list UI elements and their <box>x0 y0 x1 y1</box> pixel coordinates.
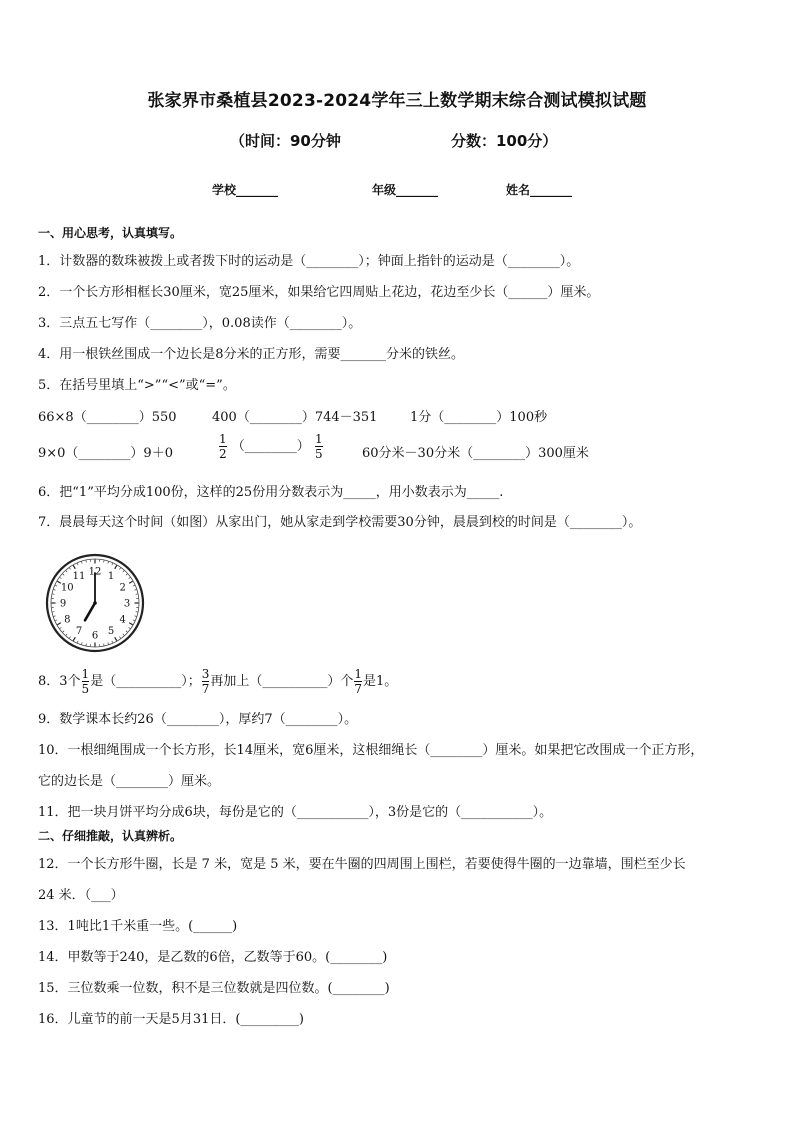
numerator: 3 <box>201 667 210 681</box>
clock-number: 1 <box>107 570 115 582</box>
question-10: 10．一根细绳围成一个长方形，长14厘米，宽6厘米，这根细绳长（________）厘米。如果把它改围成一个正方形， <box>38 743 704 758</box>
question-4: 4．用一根铁丝围成一个边长是8分米的正方形，需要_______分米的铁丝。 <box>38 347 465 362</box>
clock-number: 10 <box>60 582 74 594</box>
clock-center <box>93 601 97 605</box>
section-heading-1: 一、用心思考，认真填写。 <box>38 226 183 240</box>
question-16: 16．儿童节的前一天是5月31日．(_________) <box>38 1012 304 1027</box>
question-9: 9．数学课本长约26（________），厚约7（________）。 <box>38 712 358 727</box>
clock-number: 3 <box>123 598 131 610</box>
compare-fraction-item <box>218 432 324 461</box>
clock-number: 11 <box>72 570 86 582</box>
q8-text: 再加上（__________）个 <box>210 674 354 689</box>
question-13: 13．1吨比1千米重一些。(______) <box>38 919 238 934</box>
name-field: 姓名_______ <box>506 183 573 197</box>
fraction <box>315 432 323 461</box>
page-title: 张家界市桑植县2023-2024学年三上数学期末综合测试模拟试题 <box>147 91 647 111</box>
q8-text: 是1。 <box>363 674 398 689</box>
clock-number: 6 <box>91 630 99 642</box>
question-8 <box>38 667 397 696</box>
question-3: 3．三点五七写作（________），0.08读作（________）。 <box>38 316 362 331</box>
clock-number: 12 <box>88 566 102 578</box>
question-12: 12．一个长方形牛圈，长是 7 米，宽是 5 米，要在牛圈的四周围上围栏，若要使得牛圈的一边靠墙，围栏至少长 <box>38 857 686 872</box>
denominator: 5 <box>314 447 323 461</box>
exam-time: （时间：90分钟 <box>230 132 341 150</box>
exam-score: 分数：100分） <box>451 132 558 150</box>
denominator: 2 <box>219 447 227 461</box>
question-2: 2．一个长方形相框长30厘米，宽25厘米，如果给它四周贴上花边，花边至少长（______）厘米。 <box>38 285 600 300</box>
grade-field: 年级_______ <box>372 183 439 197</box>
compare-item: 400（________）744－351 <box>212 410 378 425</box>
numerator: 1 <box>219 432 227 446</box>
clock-number: 7 <box>75 626 83 638</box>
clock-figure <box>45 553 145 653</box>
numerator: 1 <box>354 667 362 681</box>
q8-text: 是（__________）； <box>90 674 201 689</box>
compare-item: 60分米－30分米（________）300厘米 <box>362 446 589 461</box>
question-11: 11．把一块月饼平均分成6块，每份是它的（___________），3份是它的（___________）。 <box>38 805 553 820</box>
question-12-continued: 24 米．（___） <box>38 888 124 903</box>
fraction <box>354 667 362 696</box>
clock-number: 2 <box>119 582 126 594</box>
denominator: 7 <box>354 682 362 696</box>
compare-blank: （________） <box>231 439 310 454</box>
question-1: 1．计数器的数珠被拨上或者拨下时的运动是（________）；钟面上指针的运动是（________）。 <box>38 254 580 269</box>
compare-item: 9×0（________）9＋0 <box>38 446 173 461</box>
question-15: 15．三位数乘一位数，积不是三位数就是四位数。(________) <box>38 981 390 996</box>
question-7: 7．晨晨每天这个时间（如图）从家出门，她从家走到学校需要30分钟，晨晨到校的时间是（________）。 <box>38 515 642 530</box>
compare-item: 66×8（________）550 <box>38 410 177 425</box>
section-heading-2: 二、仔细推敲，认真辨析。 <box>38 829 183 843</box>
clock-number: 4 <box>119 614 126 626</box>
clock-number: 9 <box>59 598 67 610</box>
numerator: 1 <box>81 667 90 681</box>
question-10-continued: 它的边长是（________）厘米。 <box>38 774 221 789</box>
denominator: 5 <box>81 682 90 696</box>
fraction <box>202 667 210 696</box>
question-5: 5．在括号里填上“>”“<”或“=”。 <box>38 378 236 393</box>
compare-item: 1分（________）100秒 <box>410 410 548 425</box>
school-field: 学校_______ <box>212 183 279 197</box>
q8-text: 8．3个 <box>38 674 81 689</box>
fraction <box>82 667 90 696</box>
clock-number: 8 <box>64 614 71 626</box>
question-6: 6．把“1”平均分成100份，这样的25份用分数表示为_____，用小数表示为_____. <box>38 485 504 500</box>
denominator: 7 <box>201 682 210 696</box>
numerator: 1 <box>314 432 323 446</box>
fraction <box>219 432 227 461</box>
question-14: 14．甲数等于240，是乙数的6倍，乙数等于60。(________) <box>38 950 388 965</box>
clock-number: 5 <box>107 626 115 638</box>
